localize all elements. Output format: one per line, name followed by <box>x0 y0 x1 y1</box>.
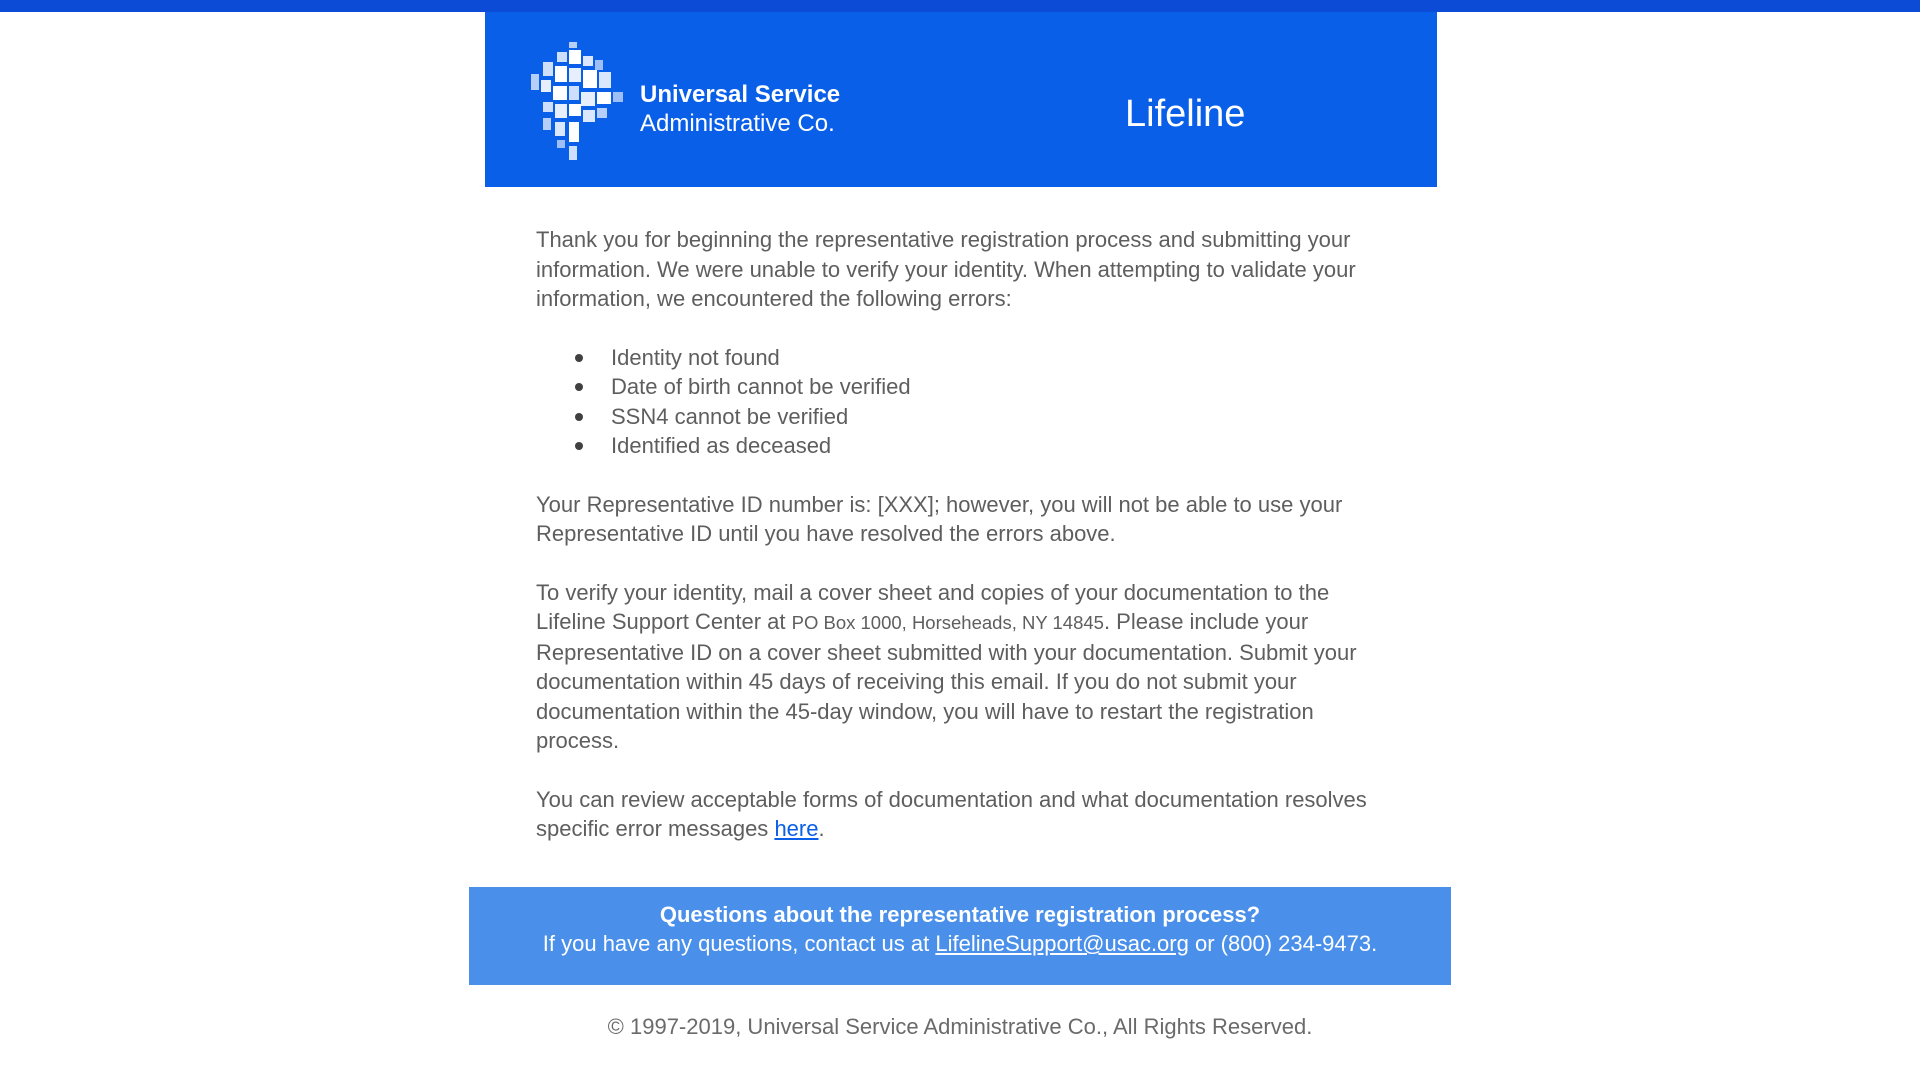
top-rule <box>0 0 1920 12</box>
email-body <box>536 225 1376 873</box>
review-text: You can review acceptable forms of documentation and what documentation resolves specific error messages <box>536 786 1367 841</box>
verify-text-end: . Please include your Representative ID on a cover sheet submitted with your documentation. Submit your documentation within 45 days of receiving this email. If you do not submit your documentation within the 45-day window, you will have to restart the registration process. <box>536 609 1357 753</box>
program-title: Lifeline <box>1125 93 1246 135</box>
error-item: Identity not found <box>611 343 1376 373</box>
copyright-footer: © 1997-2019, Universal Service Administrative Co., All Rights Reserved. <box>607 1014 1313 1039</box>
org-name <box>640 80 840 138</box>
org-name-line1: Universal Service <box>640 81 841 108</box>
review-text-end: . <box>818 816 825 841</box>
email-header <box>485 12 1437 187</box>
error-item: SSN4 cannot be verified <box>611 402 1376 432</box>
usac-logo-icon <box>529 42 629 162</box>
help-title: Questions about the representative registration process? <box>659 902 1261 927</box>
help-text: If you have any questions, contact us at <box>542 931 930 956</box>
support-email-link[interactable]: LifelineSupport@usac.org <box>935 931 1189 956</box>
error-list <box>536 343 1376 461</box>
intro-paragraph: Thank you for beginning the representative registration process and submitting your information. We were unable to verify your identity. When attempting to validate your information, we encountered the following errors: <box>536 227 1356 311</box>
help-phone-text: or (800) 234-9473. <box>1194 931 1378 956</box>
org-name-line2: Administrative Co. <box>640 110 835 137</box>
verify-text-start: To verify your identity, mail a cover sheet and copies of your documentation to the Lifeline Support Center at <box>536 579 1330 634</box>
representative-id-paragraph: Your Representative ID number is: [XXX]; however, you will not be able to use your Representative ID until you have resolved the errors above. <box>536 491 1343 546</box>
verify-paragraph <box>536 578 1376 756</box>
review-paragraph <box>536 785 1376 844</box>
error-item: Identified as deceased <box>611 431 1376 461</box>
help-banner <box>469 887 1451 985</box>
mailing-address: PO Box 1000, Horseheads, NY 14845 <box>791 612 1104 633</box>
documentation-link[interactable]: here <box>774 816 819 841</box>
error-item: Date of birth cannot be verified <box>611 372 1376 402</box>
